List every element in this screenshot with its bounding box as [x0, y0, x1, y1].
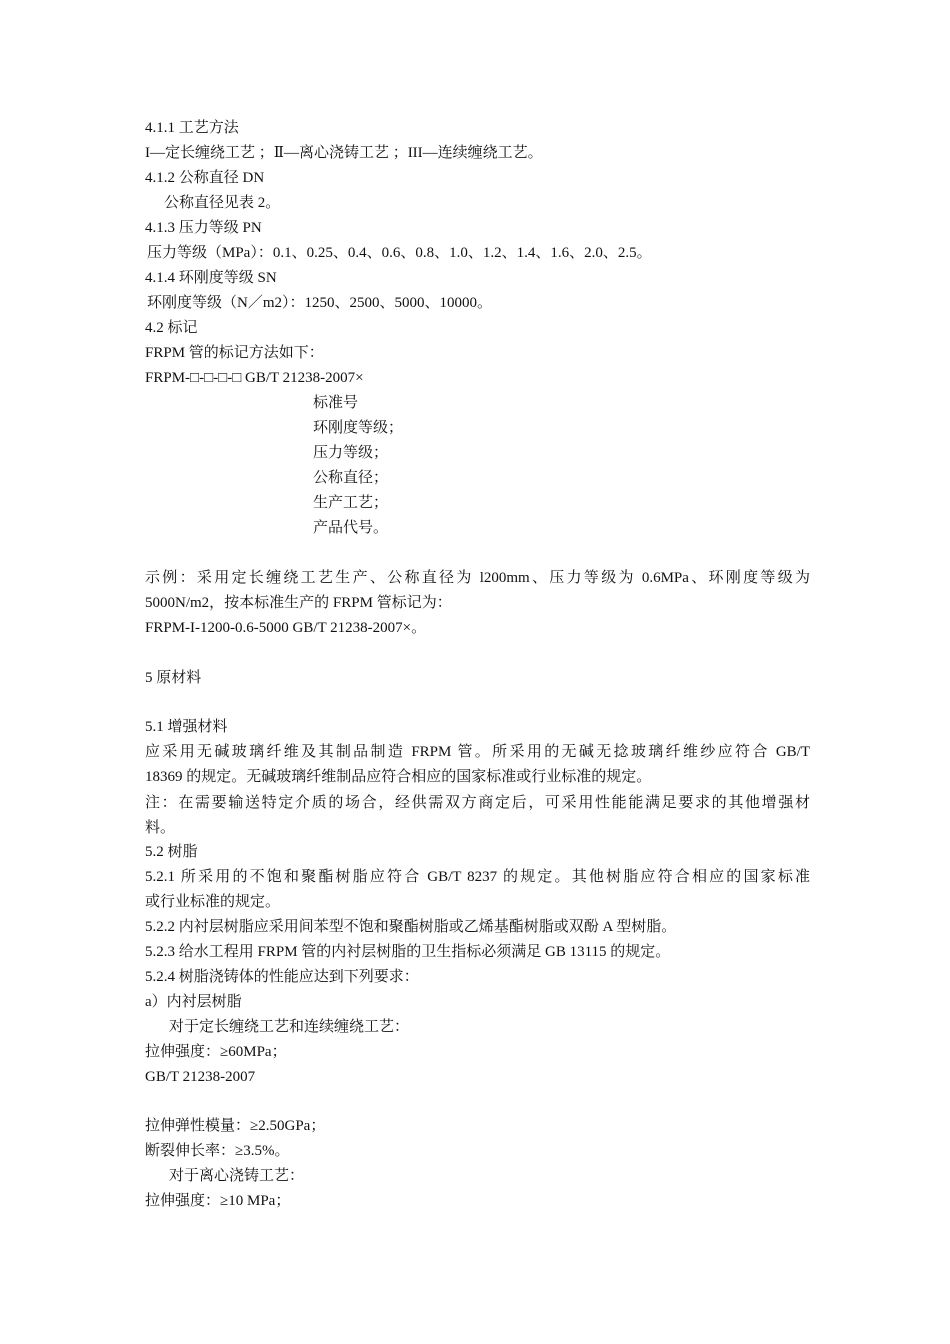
marking-intro-text: FRPM 管的标记方法如下： — [145, 345, 324, 361]
heading-4-1-1: 4.1.1 工艺方法 — [145, 120, 239, 136]
page-footer-standard: GB/T 21238-2007 — [145, 1069, 256, 1085]
note-text-line2: 料。 — [145, 820, 176, 836]
winding-process-label: 对于定长缠绕工艺和连续缠绕工艺： — [169, 1019, 410, 1035]
heading-5-1: 5.1 增强材料 — [145, 719, 228, 735]
item-a-heading: a）内衬层树脂 — [145, 994, 242, 1010]
reinforcement-text-line1: 应采用无碱玻璃纤维及其制品制造 FRPM 管。所采用的无碱无捻玻璃纤维纱应符合 GB/T — [145, 744, 810, 760]
stiffness-grades-text: 环刚度等级（N／m2）：1250、2500、5000、10000。 — [147, 295, 493, 311]
marking-format: FRPM-□-□-□-□ GB/T 21238-2007× — [145, 370, 364, 386]
marking-item-process: 生产工艺； — [313, 495, 389, 511]
tensile-modulus: 拉伸弹性模量：≥2.50GPa； — [145, 1118, 326, 1134]
pressure-grades-text: 压力等级（MPa）：0.1、0.25、0.4、0.6、0.8、1.0、1.2、1.4、1.6、2.0、2.5。 — [147, 245, 652, 261]
heading-4-1-4: 4.1.4 环刚度等级 SN — [145, 270, 277, 286]
marking-item-product-code: 产品代号。 — [313, 520, 389, 536]
heading-5-2: 5.2 树脂 — [145, 844, 198, 860]
centrifugal-process-label: 对于离心浇铸工艺： — [169, 1168, 305, 1184]
diameter-text: 公称直径见表 2。 — [164, 195, 281, 211]
heading-4-2: 4.2 标记 — [145, 320, 198, 336]
clause-5-2-1-line2: 或行业标准的规定。 — [145, 894, 281, 910]
tensile-strength-1: 拉伸强度：≥60MPa； — [145, 1044, 287, 1060]
heading-4-1-2: 4.1.2 公称直径 DN — [145, 170, 265, 186]
clause-5-2-1-line1: 5.2.1 所采用的不饱和聚酯树脂应符合 GB/T 8237 的规定。其他树脂应符合相应的国家标准 — [145, 869, 810, 885]
process-types-text: I—定长缠绕工艺 ；Ⅱ—离心浇铸工艺 ；III—连续缠绕工艺。 — [145, 145, 543, 161]
elongation-at-break: 断裂伸长率：≥3.5%。 — [145, 1143, 290, 1159]
marking-item-pressure: 压力等级； — [313, 445, 389, 461]
marking-item-stiffness: 环刚度等级； — [313, 420, 404, 436]
clause-5-2-4: 5.2.4 树脂浇铸体的性能应达到下列要求： — [145, 969, 419, 985]
tensile-strength-2: 拉伸强度：≥10 MPa； — [145, 1193, 291, 1209]
note-text-line1: 注：在需要输送特定介质的场合，经供需双方商定后，可采用性能能满足要求的其他增强材 — [145, 795, 810, 811]
reinforcement-text-line2: 18369 的规定。无碱玻璃纤维制品应符合相应的国家标准或行业标准的规定。 — [145, 769, 652, 785]
example-text-line2: 5000N/m2，按本标准生产的 FRPM 管标记为： — [145, 595, 452, 611]
example-text-line1: 示例：采用定长缠绕工艺生产、公称直径为 l200mm、压力等级为 0.6MPa、环刚度等级为 — [145, 570, 810, 586]
heading-4-1-3: 4.1.3 压力等级 PN — [145, 220, 262, 236]
marking-item-diameter: 公称直径； — [313, 470, 389, 486]
heading-5: 5 原材料 — [145, 670, 202, 686]
clause-5-2-2: 5.2.2 内衬层树脂应采用间苯型不饱和聚酯树脂或乙烯基酯树脂或双酚 A 型树脂。 — [145, 919, 677, 935]
example-marking: FRPM-I-1200-0.6-5000 GB/T 21238-2007×。 — [145, 620, 427, 636]
marking-item-standard: 标准号 — [313, 395, 359, 411]
clause-5-2-3: 5.2.3 给水工程用 FRPM 管的内衬层树脂的卫生指标必须满足 GB 13115 的规定。 — [145, 944, 671, 960]
